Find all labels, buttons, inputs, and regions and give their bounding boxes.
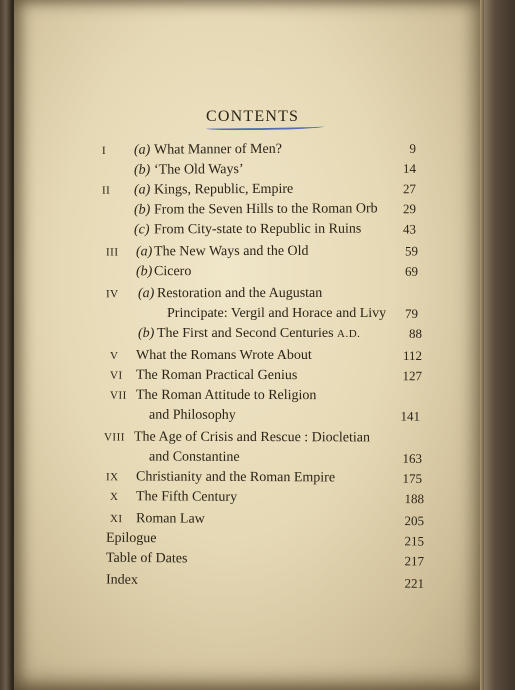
entry-title-text: The New Ways and the Old [153,243,309,260]
page-number: 221 [404,575,425,591]
contents-entry [14,548,484,572]
page-number: 163 [402,450,423,466]
chapter-numeral: III [105,246,119,259]
contents-page [14,0,484,690]
entry-title [154,140,282,161]
contents-entry [14,346,484,366]
book-page [14,0,484,690]
page-number: 88 [409,326,422,341]
page-number: 79 [405,306,418,321]
chapter-numeral: VIII [103,431,125,444]
entry-title-text: From City-state to Republic in Ruins [153,221,362,238]
entry-title [154,220,361,241]
pen-underline [206,124,324,130]
contents-entry [14,366,484,387]
chapter-numeral: IX [105,471,119,484]
entry-title [149,447,240,467]
contents-entry [14,386,484,407]
entry-title-text: What Manner of Men? [153,141,282,158]
book-cover-edge [484,0,515,690]
section-letter: (b) [138,326,155,341]
entry-title [154,180,293,201]
entry-title [149,406,236,426]
page-number: 69 [404,263,419,279]
page-number: 27 [402,181,417,197]
entry-title-text: The Age of Crisis and Rescue : Diocletian [133,429,371,446]
entry-title-text: Kings, Republic, Empire [153,181,294,198]
entry-title-text: From the Seven Hills to the Roman Orb [153,201,378,218]
chapter-numeral: I [101,144,107,158]
contents-entry [14,570,484,595]
entry-title-text: The Fifth Century [135,489,238,505]
entry-title-text: Restoration and the Augustan [156,285,323,302]
page-number: 175 [402,470,423,486]
entry-title-text: The Roman Attitude to Religion [135,387,317,404]
entry-title [106,571,138,591]
contents-entry [14,447,484,469]
section-letter: (b) [133,162,151,178]
section-letter: (b) [133,202,151,218]
entry-title-text: Roman Law [135,511,205,527]
section-letter: (a) [137,286,155,302]
entry-title [154,199,378,220]
contents-entry [14,486,484,509]
entry-title-text: and Philosophy [148,407,236,423]
chapter-numeral: II [101,184,111,197]
section-letter: (a) [135,244,153,260]
chapter-numeral: X [109,491,119,504]
section-letter: (b) [135,264,153,280]
entry-title-text: Table of Dates [105,550,188,567]
entry-title [154,262,191,282]
contents-entry [14,427,484,449]
entry-title [154,160,244,181]
page-number: 215 [404,533,425,549]
era-abbreviation: A.D. [337,328,361,340]
entry-title [157,324,360,344]
page-number: 188 [404,491,425,507]
page-number: 14 [402,160,417,176]
page-number: 205 [404,513,425,529]
entry-title-text: Christianity and the Roman Empire [135,469,336,486]
page-number: 141 [400,408,421,424]
entry-title [136,487,237,508]
contents-entry [14,405,484,427]
entry-title [157,284,322,304]
entry-title [136,467,335,488]
chapter-numeral: VI [109,369,123,382]
entry-title [167,304,386,324]
entry-title-text: ‘The Old Ways’ [153,162,244,178]
entry-title [134,428,370,449]
contents-entry [14,179,484,201]
contents-entry [14,304,484,324]
entry-title [136,366,297,386]
contents-entry [14,284,484,305]
entry-title-text: Epilogue [105,530,157,547]
entry-title [136,386,316,406]
section-letter: (a) [133,142,151,158]
contents-entry [14,219,484,241]
chapter-numeral: V [110,350,119,362]
page-number: 9 [409,140,417,156]
chapter-numeral: VII [109,389,127,402]
section-letter: (a) [133,182,151,198]
page-number: 127 [402,368,423,384]
entry-title [106,549,188,570]
entry-title-text: The First and Second Centuries [157,326,334,341]
entry-title-text: Principate: Vergil and Horace and Livy [167,306,387,321]
entry-title [136,509,205,529]
entry-title-text: Cicero [153,264,192,280]
page-number: 43 [402,221,417,237]
contents-entry [14,262,484,283]
section-letter: (c) [133,222,150,238]
entry-title [106,529,157,549]
page-number: 217 [404,553,425,569]
entry-title [136,346,312,366]
entry-title-text: and Constantine [148,449,240,465]
entry-title-text: Index [105,572,138,588]
page-number: 112 [402,348,422,363]
contents-entry [14,199,484,221]
contents-entry [14,324,484,344]
page-number: 59 [404,243,419,259]
chapter-numeral: IV [105,288,119,301]
contents-entry [14,241,484,263]
page-number: 29 [402,201,417,217]
chapter-numeral: XI [109,513,123,526]
entry-title-text: The Roman Practical Genius [135,367,298,384]
entry-title-text: What the Romans Wrote About [136,348,312,363]
contents-heading: CONTENTS [206,108,300,125]
entry-title [154,242,309,263]
